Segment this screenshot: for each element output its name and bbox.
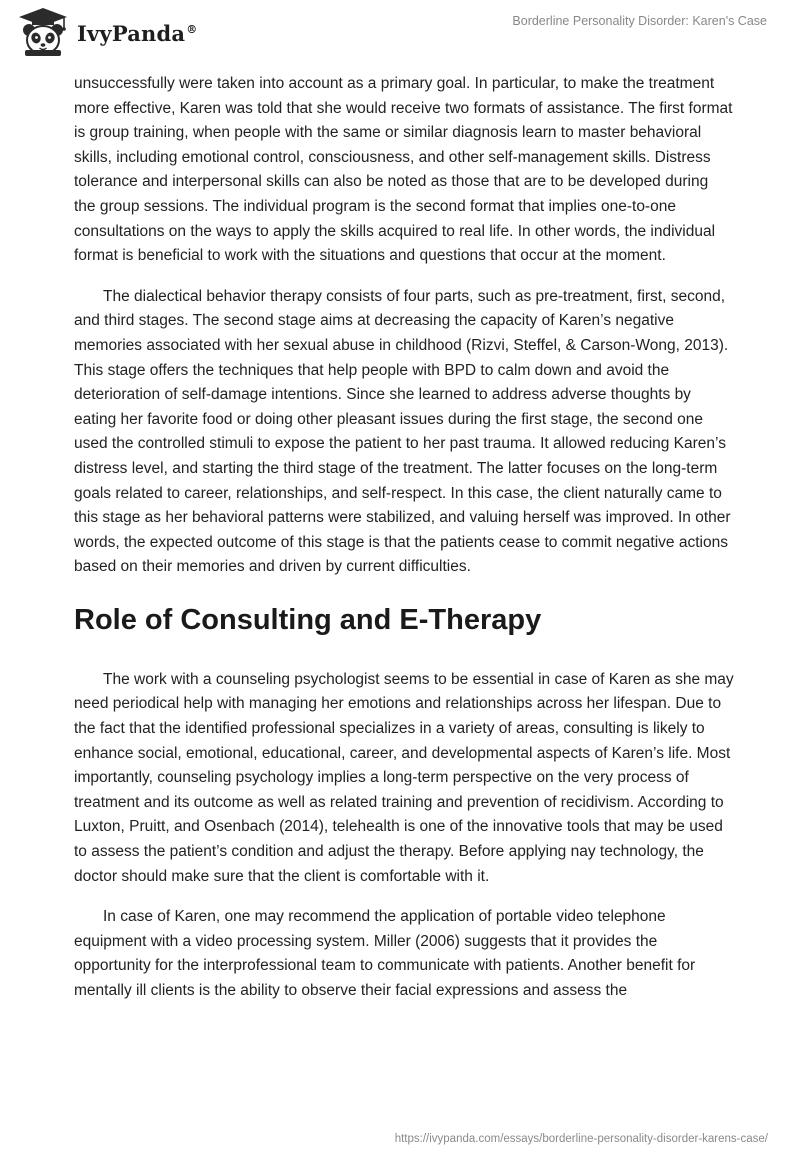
document-title: Borderline Personality Disorder: Karen's Case bbox=[512, 14, 767, 28]
brand-logo[interactable] bbox=[15, 6, 197, 58]
paragraph: unsuccessfully were taken into account as a primary goal. In particular, to make the treatment more effective, Karen was told that she would receive two formats of assistance. The first format is group training, when people with the same or similar diagnosis learn to master behavioral skills, including emotional control, consciousness, and other self-management skills. Distress tolerance and interpersonal skills can also be noted as those that are to be developed during the group sessions. The individual program is the second format that implies one-to-one consultations on the ways to apply the skills acquired to real life. In other words, the individual format is beneficial to work with the situations and questions that occur at the moment. bbox=[74, 75, 733, 265]
panda-graduate-icon bbox=[15, 6, 71, 58]
essay-body bbox=[74, 72, 734, 1020]
section-heading: Role of Consulting and E-Therapy bbox=[74, 603, 542, 636]
paragraph: In case of Karen, one may recommend the application of portable video telephone equipment with a video processing system. Miller (2006) suggests that it provides the opportunity for the interprofessional team to communicate with patients. Another benefit for mentally ill clients is the ability to observe their facial expressions and assess the bbox=[74, 908, 696, 999]
registered-mark: ® bbox=[186, 22, 198, 36]
source-url-link[interactable]: https://ivypanda.com/essays/borderline-personality-disorder-karens-case/ bbox=[394, 1133, 768, 1145]
paragraph: The dialectical behavior therapy consists of four parts, such as pre-treatment, first, second, and third stages. The second stage aims at decreasing the capacity of Karen’s negative memories associated with her sexual abuse in childhood (Rizvi, Steffel, & Carson-Wong, 2013). This stage offers the techniques that help people with BPD to calm down and avoid the deterioration of self-damage intentions. Since she learned to address adverse thoughts by eating her favorite food or doing other pleasant issues during the first stage, the second one used the controlled stimuli to expose the patient to her past trauma. It allowed reducing Karen’s distress level, and starting the third stage of the treatment. The latter focuses on the long-term goals related to career, relationships, and self-respect. In this case, the client naturally came to this stage as her behavioral patterns were stabilized, and valuing herself was improved. In other words, the expected outcome of this stage is that the patients cease to commit negative actions based on their memories and driven by current difficulties. bbox=[74, 287, 731, 576]
brand-name: IvyPanda® bbox=[77, 20, 198, 46]
page-header bbox=[0, 0, 800, 66]
paragraph: The work with a counseling psychologist seems to be essential in case of Karen as she may need periodical help with managing her emotions and relationships across her lifespan. Due to the fact that the identified professional specializes in a variety of areas, consulting is likely to enhance social, emotional, educational, career, and developmental aspects of Karen’s life. Most importantly, counseling psychology implies a long-term perspective on the very process of treatment and its outcome as well as related training and prevention of recidivism. According to Luxton, Pruitt, and Osenbach (2014), telehealth is one of the innovative tools that may be used to assess the patient’s condition and adjust the therapy. Before applying nay technology, the doctor should make sure that the client is comfortable with it. bbox=[74, 670, 734, 885]
